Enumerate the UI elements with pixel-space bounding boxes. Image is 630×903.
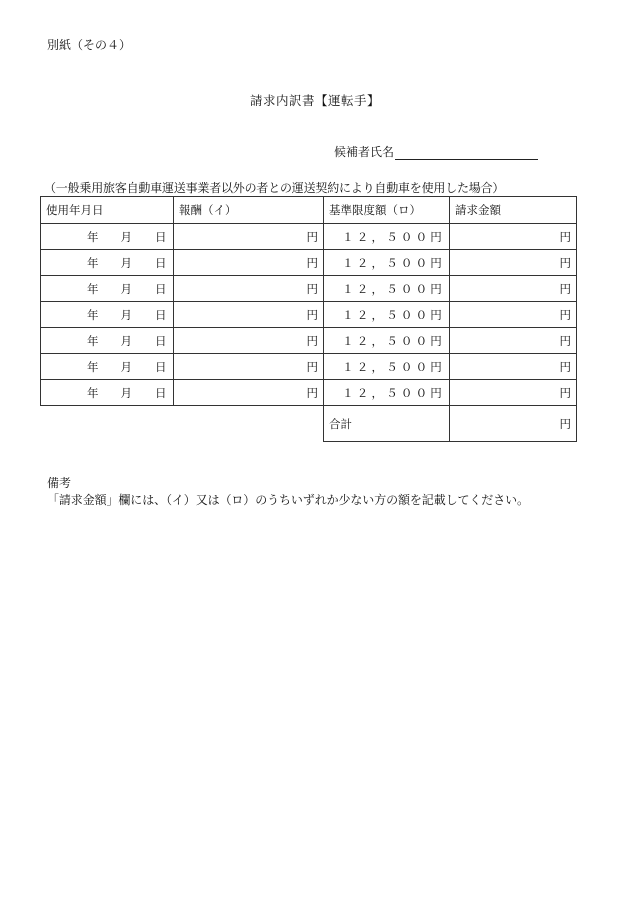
usage-date-cell[interactable] (41, 224, 174, 250)
claim-amount-cell[interactable]: 円 (450, 328, 577, 354)
claim-amount-cell[interactable]: 円 (450, 354, 577, 380)
candidate-name-field (334, 143, 538, 160)
table-caption: （一般乗用旅客自動車運送事業者以外の者との運送契約により自動車を使用した場合） (44, 181, 505, 195)
total-label: 合計 (324, 406, 450, 442)
date-month-label: 月 (120, 333, 132, 348)
table-row (41, 380, 577, 406)
usage-date-cell[interactable] (41, 276, 174, 302)
date-day-label: 日 (155, 255, 167, 270)
table-row (41, 328, 577, 354)
limit-cell: １２，５００円 (324, 276, 450, 302)
table-row (41, 354, 577, 380)
header-claim-amount: 請求金額 (450, 197, 577, 224)
remarks-text: 「請求金額」欄には、（イ）又は（ロ）のうちいずれか少ない方の額を記載してください。 (47, 493, 529, 507)
limit-cell: １２，５００円 (324, 328, 450, 354)
claim-breakdown-table (40, 196, 577, 442)
date-year-label: 年 (87, 229, 99, 244)
date-month-label: 月 (120, 385, 132, 400)
date-day-label: 日 (155, 385, 167, 400)
table-row (41, 250, 577, 276)
remarks-heading: 備考 (47, 476, 72, 490)
document-title: 請求内訳書【運転手】 (249, 93, 380, 108)
usage-date-cell[interactable] (41, 250, 174, 276)
date-month-label: 月 (120, 255, 132, 270)
usage-date-cell[interactable] (41, 380, 174, 406)
limit-cell: １２，５００円 (324, 380, 450, 406)
date-month-label: 月 (120, 359, 132, 374)
limit-cell: １２，５００円 (324, 354, 450, 380)
claim-amount-cell[interactable]: 円 (450, 224, 577, 250)
table-header-row (41, 197, 577, 224)
date-year-label: 年 (87, 333, 99, 348)
total-row (41, 406, 577, 442)
pay-cell[interactable]: 円 (174, 380, 324, 406)
pay-cell[interactable]: 円 (174, 224, 324, 250)
limit-cell: １２，５００円 (324, 302, 450, 328)
table-row (41, 276, 577, 302)
claim-amount-cell[interactable]: 円 (450, 250, 577, 276)
date-year-label: 年 (87, 359, 99, 374)
annex-label: 別紙（その４） (47, 38, 132, 52)
date-month-label: 月 (120, 281, 132, 296)
header-limit: 基準限度額（ロ） (324, 197, 450, 224)
date-year-label: 年 (87, 255, 99, 270)
limit-cell: １２，５００円 (324, 224, 450, 250)
candidate-name-blank-line[interactable] (395, 147, 538, 160)
date-year-label: 年 (87, 307, 99, 322)
pay-cell[interactable]: 円 (174, 276, 324, 302)
claim-amount-cell[interactable]: 円 (450, 302, 577, 328)
claim-amount-cell[interactable]: 円 (450, 380, 577, 406)
pay-cell[interactable]: 円 (174, 328, 324, 354)
date-day-label: 日 (155, 281, 167, 296)
pay-cell[interactable]: 円 (174, 354, 324, 380)
usage-date-cell[interactable] (41, 354, 174, 380)
total-value[interactable]: 円 (450, 406, 577, 442)
date-day-label: 日 (155, 307, 167, 322)
date-day-label: 日 (155, 333, 167, 348)
date-month-label: 月 (120, 229, 132, 244)
limit-cell: １２，５００円 (324, 250, 450, 276)
header-usage-date: 使用年月日 (41, 197, 174, 224)
total-spacer (41, 406, 324, 442)
date-year-label: 年 (87, 281, 99, 296)
pay-cell[interactable]: 円 (174, 302, 324, 328)
pay-cell[interactable]: 円 (174, 250, 324, 276)
usage-date-cell[interactable] (41, 328, 174, 354)
claim-amount-cell[interactable]: 円 (450, 276, 577, 302)
date-month-label: 月 (120, 307, 132, 322)
candidate-name-label: 候補者氏名 (334, 145, 395, 159)
header-pay: 報酬（イ） (174, 197, 324, 224)
date-day-label: 日 (155, 229, 167, 244)
table-row (41, 302, 577, 328)
date-day-label: 日 (155, 359, 167, 374)
table-row (41, 224, 577, 250)
usage-date-cell[interactable] (41, 302, 174, 328)
date-year-label: 年 (87, 385, 99, 400)
